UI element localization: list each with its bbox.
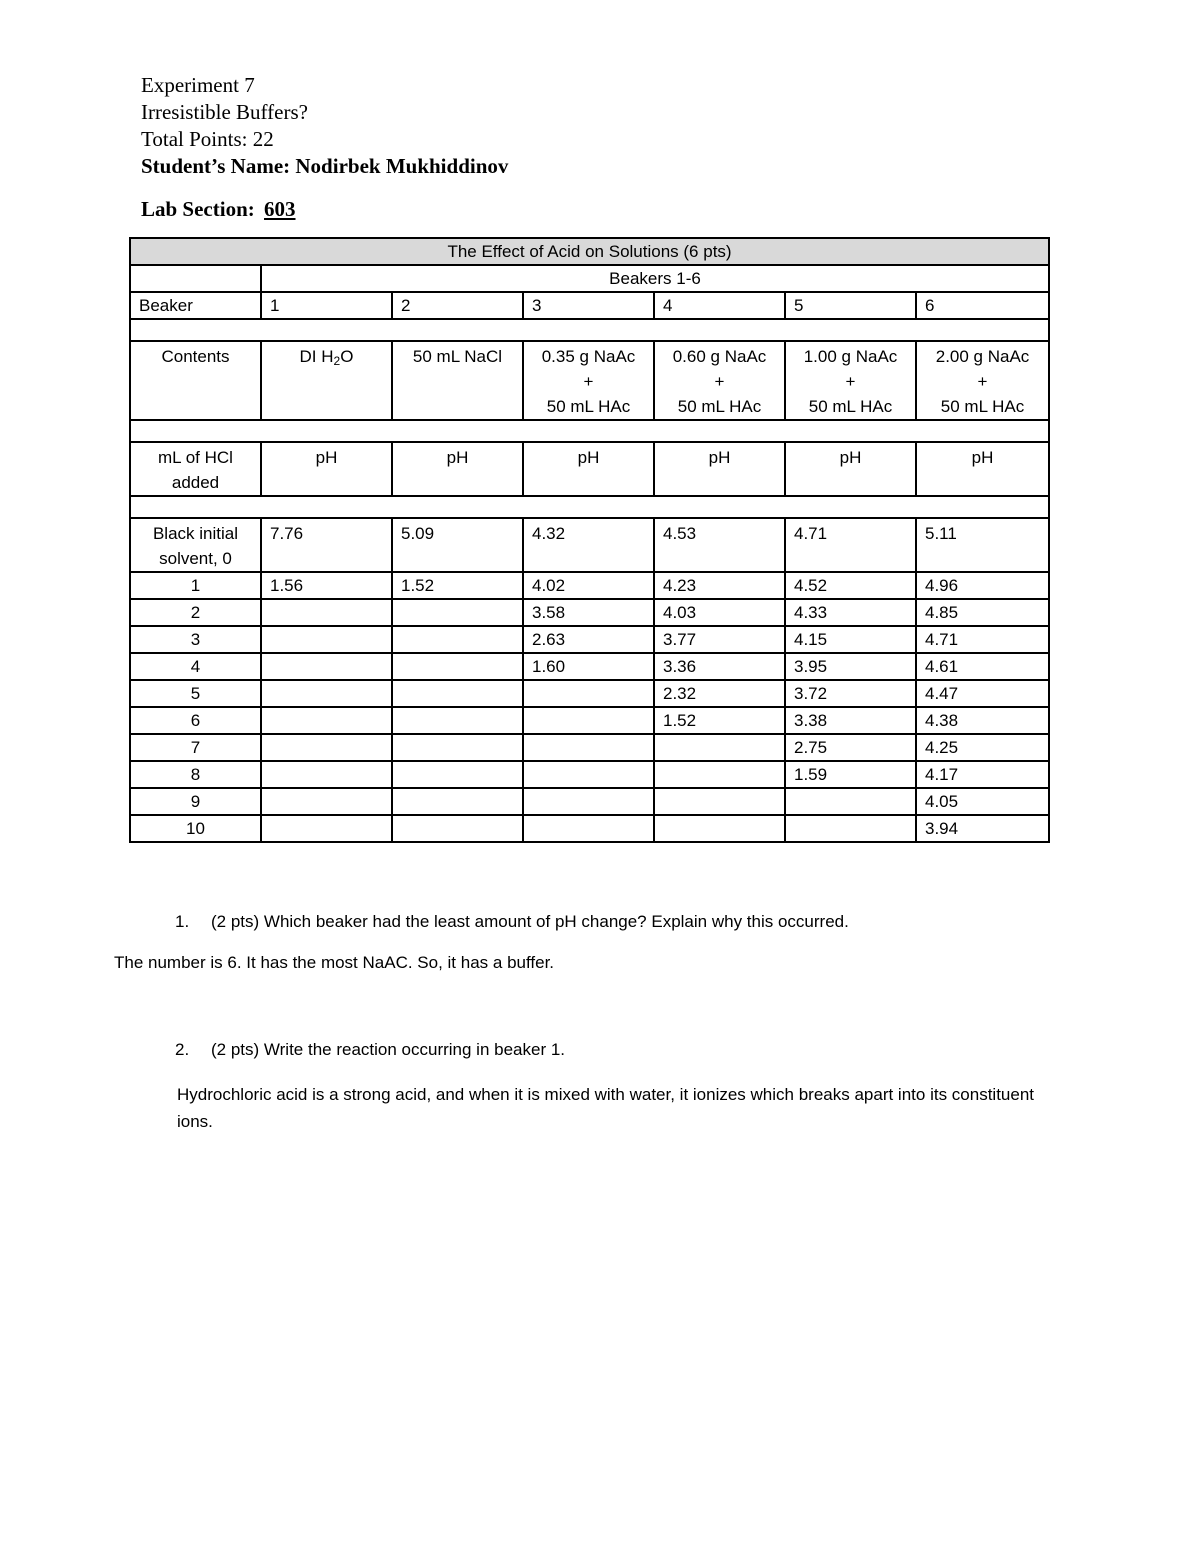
ph-header: pH: [916, 442, 1049, 496]
ph-value-cell: 1.52: [392, 572, 523, 599]
ph-value-cell: 4.53: [654, 518, 785, 572]
ph-value-cell: 4.05: [916, 788, 1049, 815]
hcl-volume-label: Black initial solvent, 0: [130, 518, 261, 572]
ph-value-cell: 3.77: [654, 626, 785, 653]
ph-header-row: [130, 442, 1049, 496]
table-row: [130, 788, 1049, 815]
ph-value-cell: 4.02: [523, 572, 654, 599]
contents-label: Contents: [130, 341, 261, 420]
table-row: [130, 626, 1049, 653]
ph-header: pH: [654, 442, 785, 496]
ph-value-cell: 1.59: [785, 761, 916, 788]
ph-value-cell: [785, 815, 916, 842]
ph-header: pH: [392, 442, 523, 496]
experiment-number: Experiment 7: [141, 73, 255, 97]
table-row: [130, 653, 1049, 680]
ph-value-cell: 4.85: [916, 599, 1049, 626]
ph-value-cell: 2.32: [654, 680, 785, 707]
table-row: [130, 734, 1049, 761]
ph-value-cell: [654, 761, 785, 788]
ph-value-cell: [523, 788, 654, 815]
hcl-volume-label: 10: [130, 815, 261, 842]
ph-value-cell: 4.71: [785, 518, 916, 572]
question-number: 1.: [175, 912, 190, 931]
questions-section: [114, 908, 1061, 1135]
beakers-group-header: Beakers 1-6: [261, 265, 1049, 292]
question-text: (2 pts) Write the reaction occurring in beaker 1.: [211, 1040, 566, 1059]
table-row: [130, 572, 1049, 599]
ph-header: pH: [785, 442, 916, 496]
question-text: (2 pts) Which beaker had the least amount of pH change? Explain why this occurred.: [211, 912, 849, 931]
table-row: [130, 599, 1049, 626]
experiment-title: Irresistible Buffers?: [141, 100, 308, 124]
table-row: [130, 518, 1049, 572]
ph-value-cell: 2.75: [785, 734, 916, 761]
ph-data-table: [129, 237, 1050, 843]
table-row: [130, 707, 1049, 734]
ph-value-cell: [392, 815, 523, 842]
ph-value-cell: [261, 815, 392, 842]
ph-value-cell: 3.38: [785, 707, 916, 734]
hcl-volume-label: 9: [130, 788, 261, 815]
ph-value-cell: 3.36: [654, 653, 785, 680]
ph-value-cell: 4.17: [916, 761, 1049, 788]
beaker-number: 5: [785, 292, 916, 319]
ph-value-cell: 2.63: [523, 626, 654, 653]
ph-value-cell: [392, 599, 523, 626]
table-row: [130, 680, 1049, 707]
total-points: Total Points: 22: [141, 127, 274, 151]
ph-value-cell: [261, 734, 392, 761]
beaker-number: 4: [654, 292, 785, 319]
contents-cell: 0.35 g NaAc + 50 mL HAc: [523, 341, 654, 420]
group-header-row: [130, 265, 1049, 292]
hcl-volume-label: 2: [130, 599, 261, 626]
contents-cell: DI $H_2O$: [261, 341, 392, 420]
hcl-volume-label: 7: [130, 734, 261, 761]
ph-value-cell: [261, 680, 392, 707]
ph-value-cell: 3.58: [523, 599, 654, 626]
contents-cell: 50 mL NaCl: [392, 341, 523, 420]
ph-value-cell: [392, 707, 523, 734]
ph-value-cell: 4.23: [654, 572, 785, 599]
ph-value-cell: [654, 734, 785, 761]
ph-value-cell: [261, 626, 392, 653]
spacer-row: [130, 420, 1049, 442]
ph-value-cell: 4.38: [916, 707, 1049, 734]
contents-cell: 1.00 g NaAc + 50 mL HAc: [785, 341, 916, 420]
ph-value-cell: [261, 653, 392, 680]
spacer-row: [130, 319, 1049, 341]
ph-value-cell: [392, 653, 523, 680]
lab-section-line: [141, 196, 508, 223]
student-name-line: [141, 153, 508, 180]
hcl-volume-label: 5: [130, 680, 261, 707]
ph-value-cell: 4.33: [785, 599, 916, 626]
ph-value-cell: 4.47: [916, 680, 1049, 707]
ph-value-cell: 4.15: [785, 626, 916, 653]
ph-value-cell: 4.52: [785, 572, 916, 599]
beaker-number: 1: [261, 292, 392, 319]
ph-value-cell: 4.25: [916, 734, 1049, 761]
ph-header: pH: [261, 442, 392, 496]
question-1: [141, 908, 1061, 935]
ph-value-cell: [261, 599, 392, 626]
beaker-number: 6: [916, 292, 1049, 319]
ph-value-cell: [785, 788, 916, 815]
ph-value-cell: 4.61: [916, 653, 1049, 680]
question-2: [141, 1036, 1061, 1063]
lab-section-label: Lab Section:: [141, 197, 255, 221]
ph-value-cell: [392, 734, 523, 761]
hcl-volume-label: 8: [130, 761, 261, 788]
ph-value-cell: [523, 707, 654, 734]
spacer-row: [130, 496, 1049, 518]
ph-value-cell: 5.11: [916, 518, 1049, 572]
ph-value-cell: 4.03: [654, 599, 785, 626]
lab-section-value: 603: [264, 197, 296, 221]
student-name-value: Nodirbek Mukhiddinov: [295, 154, 509, 178]
ph-value-cell: [523, 761, 654, 788]
ph-value-cell: [392, 761, 523, 788]
ph-value-cell: 4.71: [916, 626, 1049, 653]
ph-value-cell: [261, 761, 392, 788]
ph-value-cell: [261, 707, 392, 734]
contents-cell: 2.00 g NaAc + 50 mL HAc: [916, 341, 1049, 420]
ph-value-cell: 1.60: [523, 653, 654, 680]
ph-value-cell: 4.96: [916, 572, 1049, 599]
ph-value-cell: 3.94: [916, 815, 1049, 842]
beaker-row: [130, 292, 1049, 319]
ph-value-cell: [523, 734, 654, 761]
table-title-row: [130, 238, 1049, 265]
answer-1: The number is 6. It has the most NaAC. So, it has a buffer.: [114, 953, 555, 972]
ph-value-cell: [654, 788, 785, 815]
ml-hcl-label: mL of HCl added: [130, 442, 261, 496]
contents-row: [130, 341, 1049, 420]
table-title: The Effect of Acid on Solutions (6 pts): [130, 238, 1049, 265]
hcl-volume-label: 6: [130, 707, 261, 734]
contents-cell: 0.60 g NaAc + 50 mL HAc: [654, 341, 785, 420]
document-header: [141, 72, 508, 223]
ph-value-cell: [523, 680, 654, 707]
ph-value-cell: 1.52: [654, 707, 785, 734]
hcl-volume-label: 4: [130, 653, 261, 680]
ph-value-cell: [261, 788, 392, 815]
ph-value-cell: 5.09: [392, 518, 523, 572]
ph-value-cell: [392, 788, 523, 815]
answer-2: Hydrochloric acid is a strong acid, and when it is mixed with water, it ionizes which breaks apart into its constituent ions.: [177, 1085, 1035, 1131]
ph-value-cell: [392, 680, 523, 707]
ph-header: pH: [523, 442, 654, 496]
student-name-label: Student’s Name:: [141, 154, 291, 178]
table-row: [130, 761, 1049, 788]
hcl-volume-label: 3: [130, 626, 261, 653]
ph-value-cell: [392, 626, 523, 653]
ph-value-cell: 3.95: [785, 653, 916, 680]
ph-value-cell: 3.72: [785, 680, 916, 707]
ph-value-cell: [654, 815, 785, 842]
ph-value-cell: 4.32: [523, 518, 654, 572]
ph-value-cell: [523, 815, 654, 842]
beaker-number: 2: [392, 292, 523, 319]
ph-value-cell: 1.56: [261, 572, 392, 599]
ph-data-rows: [130, 518, 1049, 842]
beaker-label: Beaker: [130, 292, 261, 319]
hcl-volume-label: 1: [130, 572, 261, 599]
table-row: [130, 815, 1049, 842]
beaker-number: 3: [523, 292, 654, 319]
question-number: 2.: [175, 1040, 190, 1059]
ph-value-cell: 7.76: [261, 518, 392, 572]
